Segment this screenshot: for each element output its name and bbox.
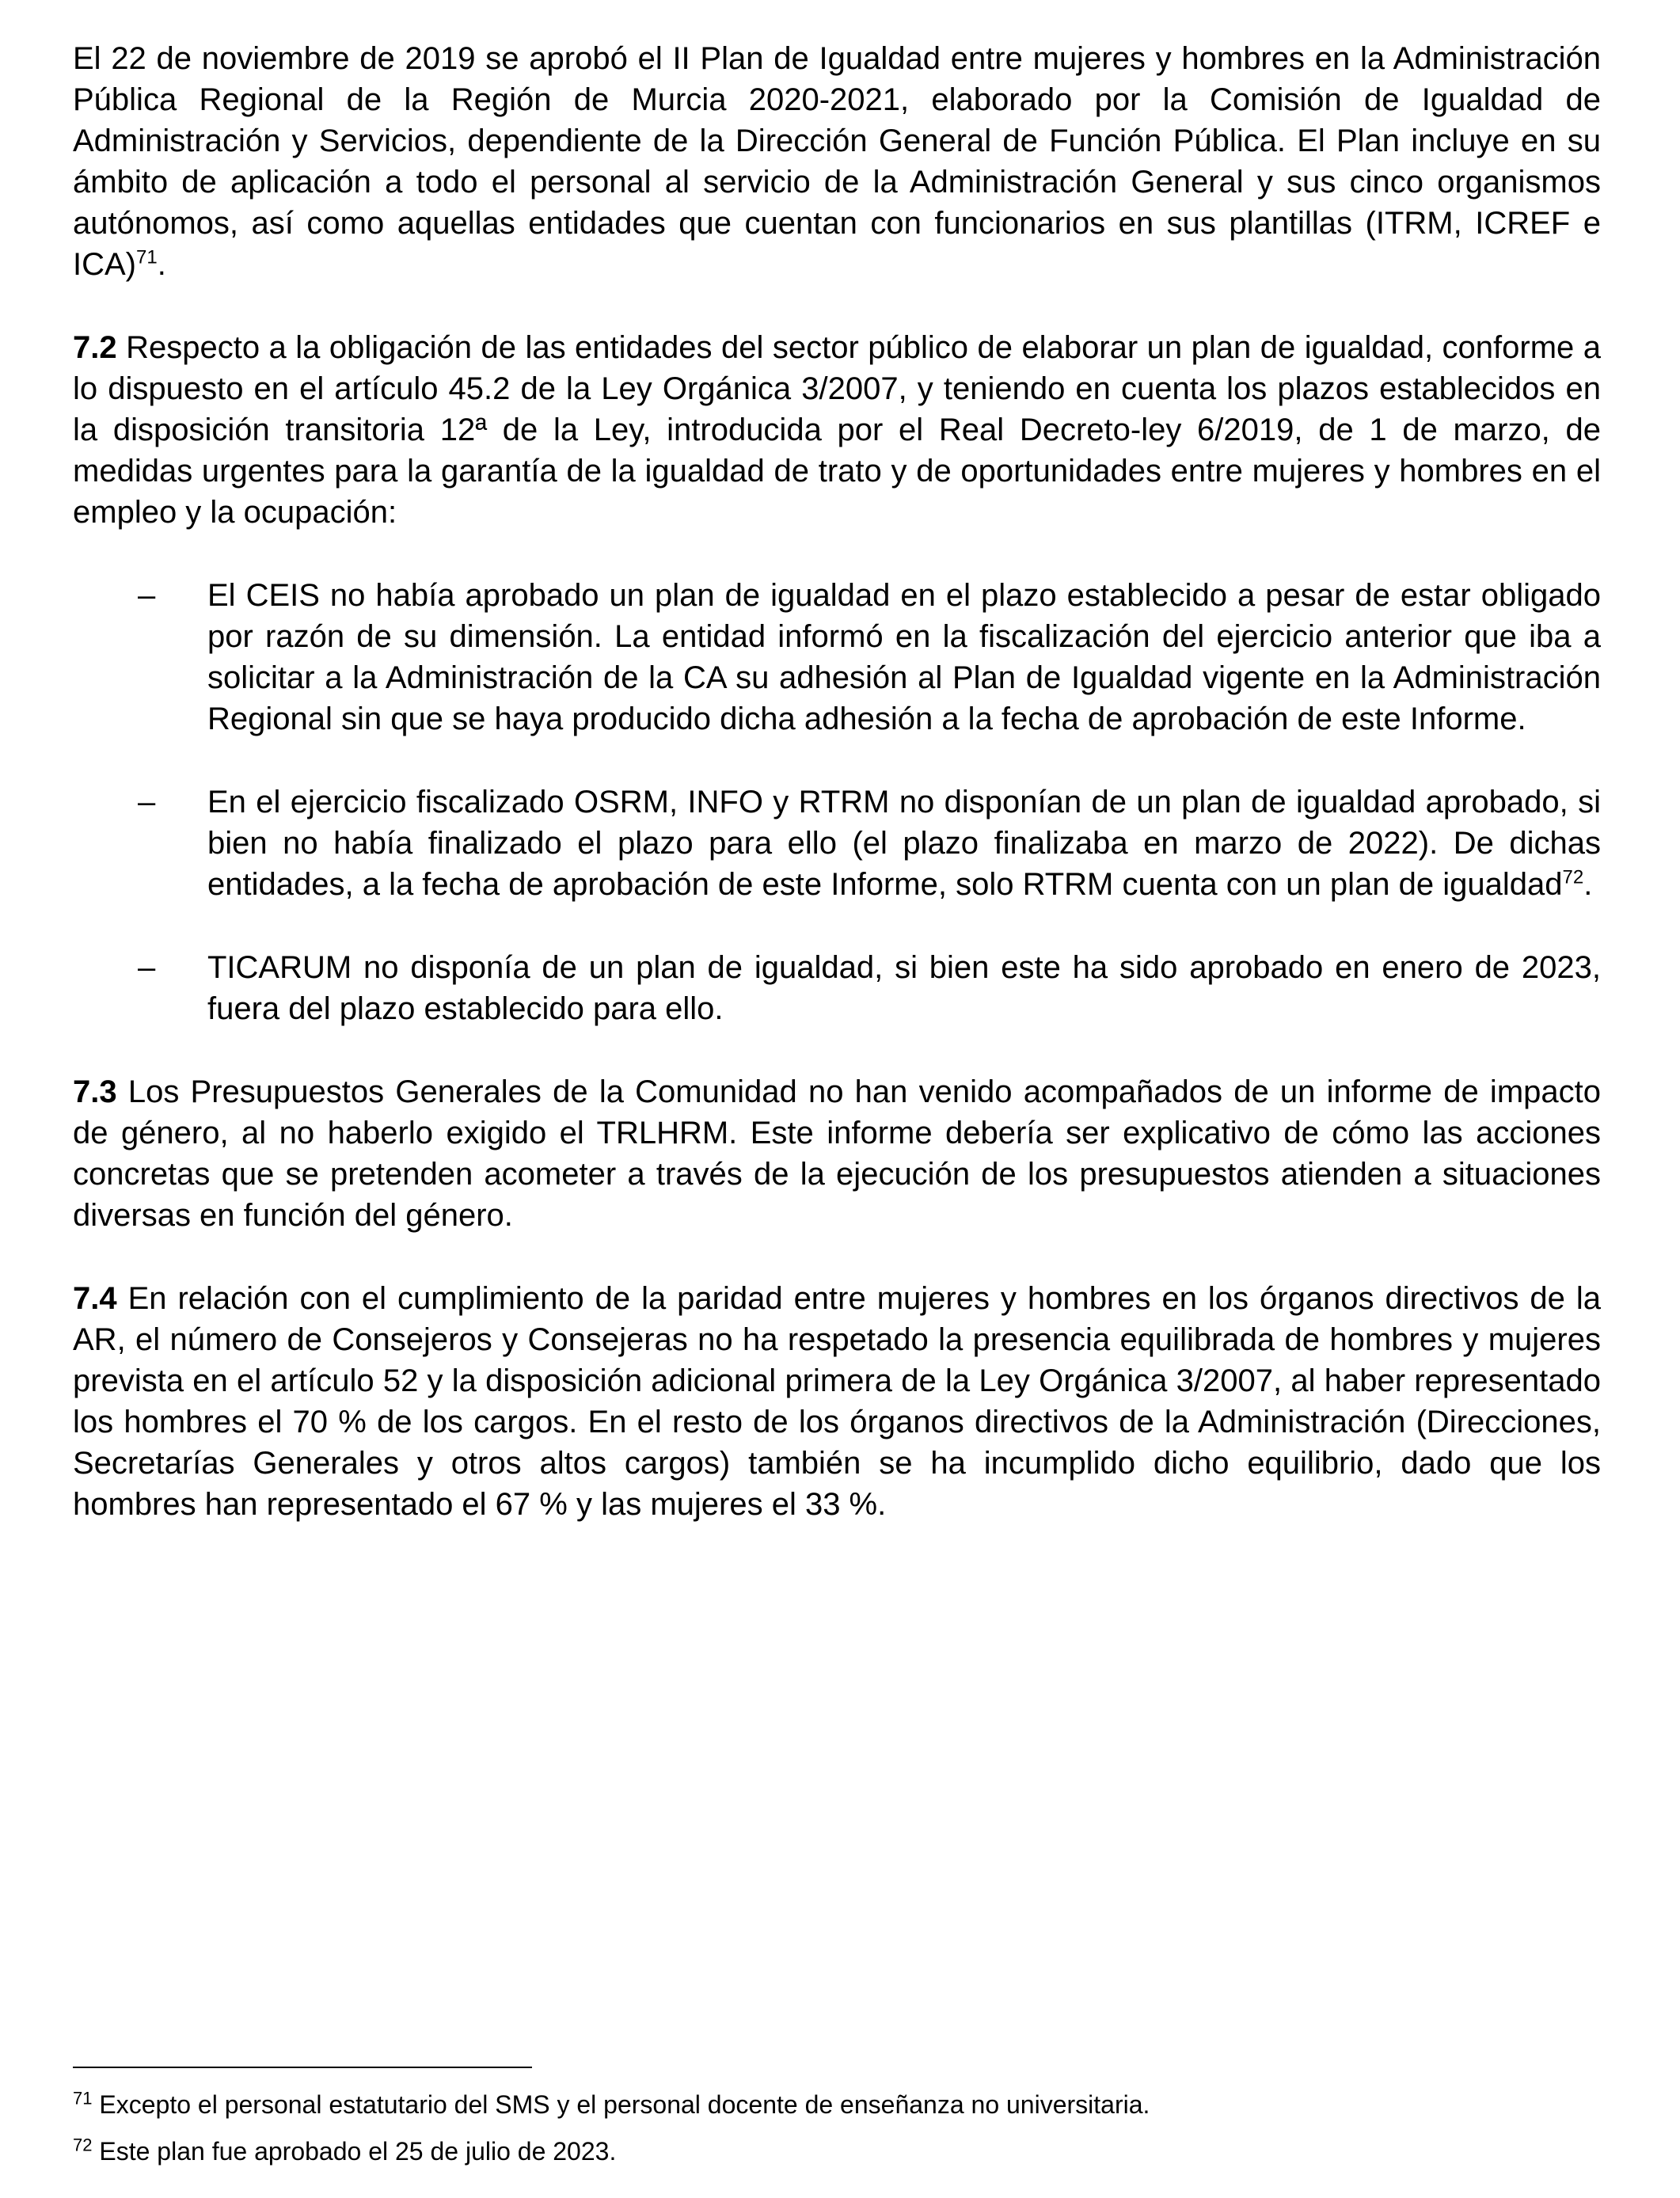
paragraph-text: En relación con el cumplimiento de la paridad entre mujeres y hombres en los órganos directivos de la AR, el número de Consejeros y Consejeras no ha respetado la presencia equilibrada de hombres y mujeres prevista en el artículo 52 y la disposición adicional primera de la Ley Orgánica 3/2007, al haber representado los hombres el 70 % de los cargos. En el resto de los órganos directivos de la Administración (Direcciones, Secretarías Generales y otros altos cargos) también se ha incumplido dicho equilibrio, dado que los hombres han representado el 67 % y las mujeres el 33 %. [73,1281,1601,1522]
section-number-7-2: 7.2 [73,330,117,365]
document-body [73,38,1601,1567]
footnote-number: 71 [73,2088,93,2109]
footnote-ref-71[interactable]: 71 [136,246,158,268]
list-item-ceis [73,575,1601,740]
list-item-text: TICARUM no disponía de un plan de igualdad, si bien este ha sido aprobado en enero de 2023, fuera del plazo establecido para ello. [207,950,1601,1026]
footnote-divider [73,2067,532,2068]
findings-list [73,575,1601,1029]
footnote-text: Este plan fue aprobado el 25 de julio de 2023. [92,2137,617,2166]
list-item-text: El CEIS no había aprobado un plan de igualdad en el plazo establecido a pesar de estar obligado por razón de su dimensión. La entidad informó en la fiscalización del ejercicio anterior que iba a solicitar a la Administración de la CA su adhesión al Plan de Igualdad vigente en la Administración Regional sin que se haya producido dicha adhesión a la fecha de aprobación de este Informe. [207,578,1601,736]
list-item-text: En el ejercicio fiscalizado OSRM, INFO y RTRM no disponían de un plan de igualdad aprobado, si bien no había finalizado el plazo para ello (el plazo finalizaba en marzo de 2022). De dichas entidades, a la fecha de aprobación de este Informe, solo RTRM cuenta con un plan de igualdad [207,785,1601,902]
dash-bullet-icon: – [138,785,156,819]
footnotes-section [73,2067,1601,2182]
section-number-7-3: 7.3 [73,1074,117,1109]
list-item-osrm-info-rtrm [73,781,1601,905]
footnote-text: Excepto el personal estatutario del SMS y el personal docente de enseñanza no universitaria. [92,2090,1150,2119]
footnote-71 [73,2089,1601,2120]
paragraph-plan-igualdad [73,38,1601,285]
paragraph-tail: . [157,247,166,282]
paragraph-7-4 [73,1278,1601,1525]
footnote-ref-72[interactable]: 72 [1562,866,1584,888]
dash-bullet-icon: – [138,950,156,985]
paragraph-text: Los Presupuestos Generales de la Comunidad no han venido acompañados de un informe de impacto de género, al no haberlo exigido el TRLHRM. Este informe debería ser explicativo de cómo las acciones concretas que se pretenden acometer a través de la ejecución de los presupuestos atienden a situaciones diversas en función del género. [73,1074,1601,1233]
footnote-number: 72 [73,2135,93,2155]
section-number-7-4: 7.4 [73,1281,117,1316]
footnote-72 [73,2135,1601,2167]
paragraph-text: Respecto a la obligación de las entidades del sector público de elaborar un plan de igualdad, conforme a lo dispuesto en el artículo 45.2 de la Ley Orgánica 3/2007, y teniendo en cuenta los plazos establecidos en la disposición transitoria 12ª de la Ley, introducida por el Real Decreto-ley 6/2019, de 1 de marzo, de medidas urgentes para la garantía de la igualdad de trato y de oportunidades entre mujeres y hombres en el empleo y la ocupación: [73,330,1601,530]
paragraph-text: El 22 de noviembre de 2019 se aprobó el II Plan de Igualdad entre mujeres y hombres en la Administración Pública Regional de la Región de Murcia 2020-2021, elaborado por la Comisión de Igualdad de Administración y Servicios, dependiente de la Dirección General de Función Pública. El Plan incluye en su ámbito de aplicación a todo el personal al servicio de la Administración General y sus cinco organismos autónomos, así como aquellas entidades que cuentan con funcionarios en sus plantillas (ITRM, ICREF e ICA) [73,41,1601,282]
list-item-ticarum [73,947,1601,1029]
dash-bullet-icon: – [138,578,156,613]
list-item-tail: . [1583,867,1593,902]
paragraph-7-2 [73,327,1601,533]
paragraph-7-3 [73,1071,1601,1236]
